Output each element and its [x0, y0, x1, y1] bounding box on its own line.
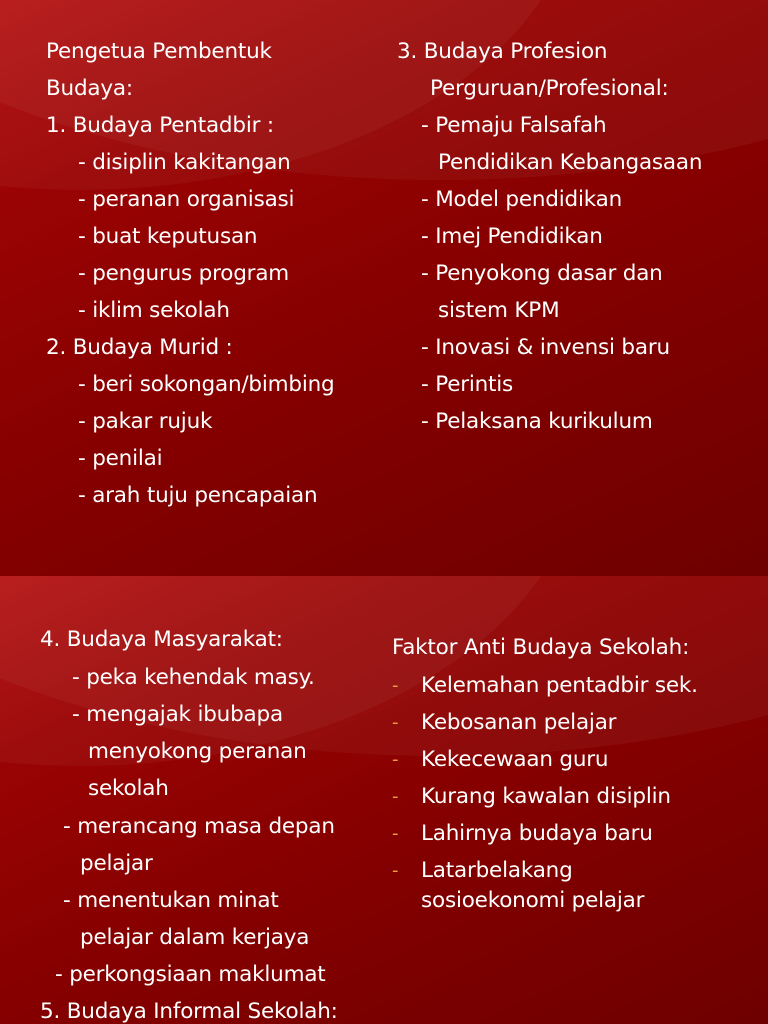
anti-culture-item: Kurang kawalan disiplin [421, 784, 671, 809]
item2-point: - beri sokongan/bimbing [78, 372, 335, 397]
bullet-dash: - [392, 823, 399, 844]
item4-point-continued: menyokong peranan [88, 739, 307, 764]
item4-point-continued: pelajar dalam kerjaya [80, 925, 310, 950]
item1-point: - peranan organisasi [78, 187, 295, 212]
item3-title-line1: 3. Budaya Profesion [397, 39, 608, 64]
item2-point: - penilai [78, 446, 163, 471]
item1-point: - disiplin kakitangan [78, 150, 291, 175]
item3-point-continued: Pendidikan Kebangasaan [438, 150, 703, 175]
left-heading-line2: Budaya: [46, 76, 133, 101]
anti-culture-item: Kekecewaan guru [421, 747, 609, 772]
item4-point: - merancang masa depan [63, 814, 335, 839]
item4-point: - perkongsiaan maklumat [55, 962, 326, 987]
item1-point: - buat keputusan [78, 224, 258, 249]
item3-point: - Pemaju Falsafah [421, 113, 607, 138]
anti-culture-item: Kelemahan pentadbir sek. [421, 673, 698, 698]
item4-point: - peka kehendak masy. [72, 665, 315, 690]
item2-point: - pakar rujuk [78, 409, 213, 434]
anti-culture-item: Lahirnya budaya baru [421, 821, 653, 846]
anti-culture-heading: Faktor Anti Budaya Sekolah: [392, 635, 690, 660]
item5-title: 5. Budaya Informal Sekolah: [40, 999, 338, 1024]
item3-point-continued: sistem KPM [438, 298, 560, 323]
anti-culture-item: Kebosanan pelajar [421, 710, 617, 735]
item3-point: - Penyokong dasar dan [421, 261, 663, 286]
item4-point-continued: sekolah [88, 776, 169, 801]
item3-point: - Imej Pendidikan [421, 224, 603, 249]
item4-point: - menentukan minat [63, 888, 279, 913]
slide-2 [0, 576, 768, 1024]
item3-point: - Inovasi & invensi baru [421, 335, 670, 360]
item3-point: - Perintis [421, 372, 514, 397]
anti-culture-item: Latarbelakang [421, 858, 573, 883]
item4-point-continued: pelajar [80, 851, 153, 876]
bullet-dash: - [392, 786, 399, 807]
item4-point: - mengajak ibubapa [72, 702, 283, 727]
bullet-dash: - [392, 860, 399, 881]
item3-title-line2: Perguruan/Profesional: [430, 76, 669, 101]
bullet-dash: - [392, 712, 399, 733]
anti-culture-item-continued: sosioekonomi pelajar [421, 888, 645, 913]
item1-point: - iklim sekolah [78, 298, 230, 323]
left-heading-line1: Pengetua Pembentuk [46, 39, 272, 64]
item3-point: - Model pendidikan [421, 187, 622, 212]
bullet-dash: - [392, 749, 399, 770]
item4-title: 4. Budaya Masyarakat: [40, 627, 283, 652]
bullet-dash: - [392, 675, 399, 696]
item2-point: - arah tuju pencapaian [78, 483, 318, 508]
item1-point: - pengurus program [78, 261, 290, 286]
item1-title: 1. Budaya Pentadbir : [46, 113, 274, 138]
item3-point: - Pelaksana kurikulum [421, 409, 653, 434]
item2-title: 2. Budaya Murid : [46, 335, 233, 360]
